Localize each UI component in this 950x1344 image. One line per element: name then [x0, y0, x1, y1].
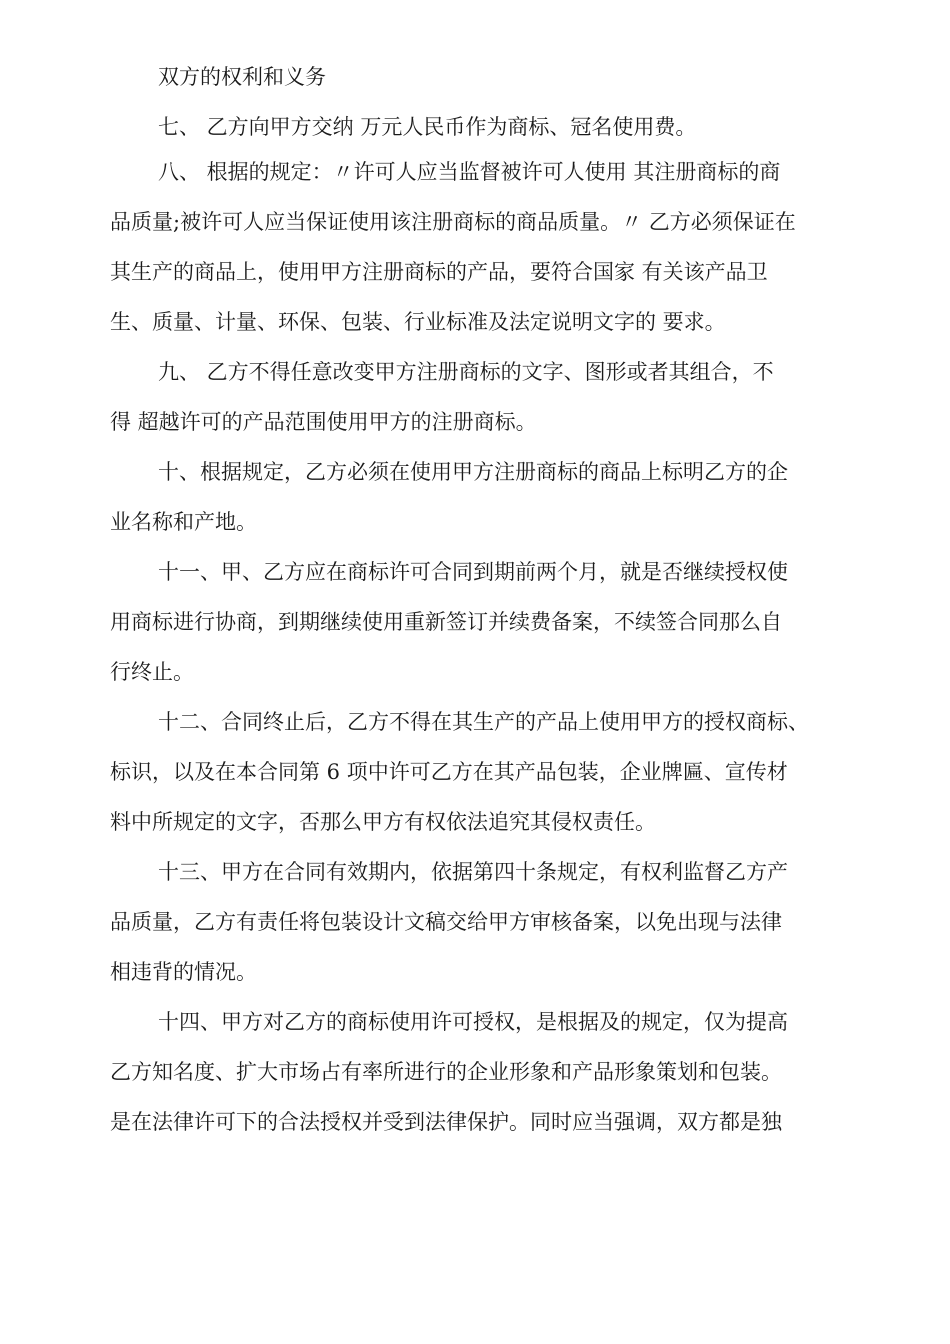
- clause-11-line-3: 行终止。: [110, 660, 194, 684]
- clause-9-line-2: 得 超越许可的产品范围使用甲方的注册商标。: [110, 410, 537, 434]
- clause-8-line-4: 生、质量、计量、环保、包装、行业标准及法定说明文字的 要求。: [110, 310, 726, 334]
- clause-8-line-2: 品质量;被许可人应当保证使用该注册商标的商品质量。〃 乙方必须保证在: [110, 210, 796, 234]
- clause-11-line-2: 用商标进行协商，到期继续使用重新签订并续费备案，不续签合同那么自: [110, 610, 782, 634]
- clause-9-line-1: 九、 乙方不得任意改变甲方注册商标的文字、图形或者其组合，不: [158, 360, 774, 384]
- clause-14-line-2: 乙方知名度、扩大市场占有率所进行的企业形象和产品形象策划和包装。: [110, 1060, 782, 1084]
- section-heading: 双方的权利和义务: [158, 65, 326, 89]
- clause-8-line-3: 其生产的商品上，使用甲方注册商标的产品，要符合国家 有关该产品卫: [110, 260, 768, 284]
- clause-13-line-2: 品质量，乙方有责任将包装设计文稿交给甲方审核备案，以免出现与法律: [110, 910, 782, 934]
- clause-14-line-3: 是在法律许可下的合法授权并受到法律保护。同时应当强调，双方都是独: [110, 1110, 782, 1134]
- clause-12-line-1: 十二、合同终止后，乙方不得在其生产的产品上使用甲方的授权商标、: [158, 710, 809, 734]
- clause-10-line-2: 业名称和产地。: [110, 510, 257, 534]
- clause-12-line-2: 标识，以及在本合同第 6 项中许可乙方在其产品包装，企业牌匾、宣传材: [110, 760, 788, 784]
- clause-8-line-1: 八、 根据的规定：〃许可人应当监督被许可人使用 其注册商标的商: [158, 160, 781, 184]
- clause-11-line-1: 十一、甲、乙方应在商标许可合同到期前两个月，就是否继续授权使: [158, 560, 788, 584]
- clause-13-line-1: 十三、甲方在合同有效期内，依据第四十条规定，有权利监督乙方产: [158, 860, 788, 884]
- clause-12-line-3: 料中所规定的文字，否那么甲方有权依法追究其侵权责任。: [110, 810, 656, 834]
- clause-13-line-3: 相违背的情况。: [110, 960, 257, 984]
- clause-7-line-1: 七、 乙方向甲方交纳 万元人民币作为商标、冠名使用费。: [158, 115, 697, 139]
- clause-10-line-1: 十、根据规定，乙方必须在使用甲方注册商标的商品上标明乙方的企: [158, 460, 788, 484]
- clause-14-line-1: 十四、甲方对乙方的商标使用许可授权，是根据及的规定，仅为提高: [158, 1010, 788, 1034]
